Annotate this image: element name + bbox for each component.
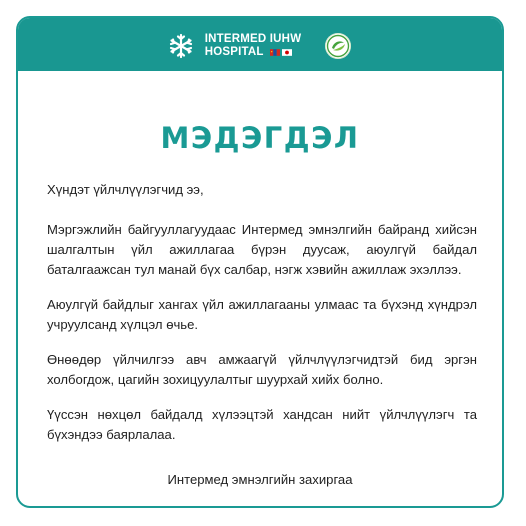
snowflake-medical-icon xyxy=(167,32,195,60)
flags xyxy=(270,49,292,56)
japan-flag-icon xyxy=(282,49,292,56)
notice-body xyxy=(47,180,477,460)
paragraph-thanks: Үүссэн нөхцөл байдалд хүлээцтэй хандсан нийт үйлчлүүлэгч та бүхэндээ баярлалаа. xyxy=(47,407,477,442)
paragraph-rescheduling: Өнөөдөр үйлчилгээ авч амжаагүй үйлчлүүлэгчидтэй бид эргэн холбогдож, цагийн зохицуулалтыг шуурхай хийх болно. xyxy=(47,352,477,387)
greeting: Хүндэт үйлчлүүлэгчид ээ, xyxy=(47,182,204,197)
paragraph-apology: Аюулгүй байдлыг хангах үйл ажиллагааны улмаас та бүхэнд хүндрэл учруулсанд хүлцэл өчье. xyxy=(47,297,477,332)
mongolia-flag-icon xyxy=(270,49,280,56)
brand-name-bottom: HOSPITAL xyxy=(204,45,264,58)
brand-line-2 xyxy=(205,46,302,59)
hospital-header xyxy=(18,18,502,71)
paragraph-reopening: Мэргэжлийн байгууллагуудаас Интермед эмнэлгийн байранд хийсэн шалгалтын үйл ажиллагаа бүрэн дуусаж, аюулгүй байдал баталгаажсан тул манай бүх салбар, нэгж хэвийн ажиллаж эхэллээ. xyxy=(47,222,477,277)
iuhw-emblem-icon xyxy=(323,31,353,61)
hospital-brand xyxy=(205,33,302,59)
brand-line-1 xyxy=(205,33,302,46)
signature: Интермед эмнэлгийн захиргаа xyxy=(167,472,353,487)
brand-name-top: INTERMED IUHW xyxy=(204,32,302,45)
notice-title: МЭДЭГДЭЛ xyxy=(160,121,360,155)
notice-card xyxy=(16,16,504,508)
